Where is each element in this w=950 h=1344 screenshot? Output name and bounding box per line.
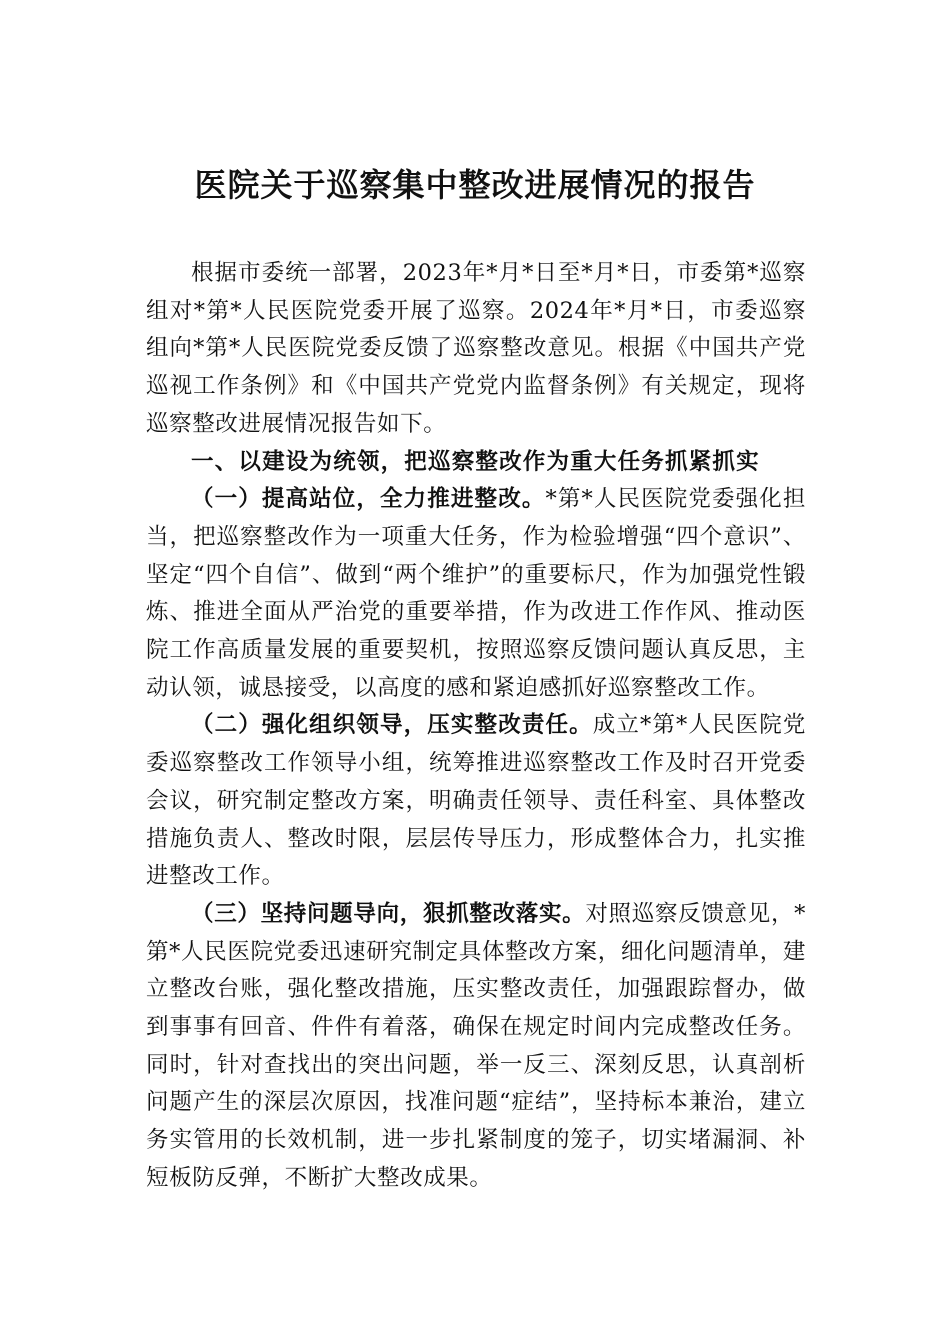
paragraph-1-3 bbox=[146, 896, 806, 1198]
document-title: 医院关于巡察集中整改进展情况的报告 bbox=[194, 166, 756, 204]
section-heading-1: 一、以建设为统领，把巡察整改作为重大任务抓紧抓实 bbox=[191, 448, 760, 475]
paragraph-1-2 bbox=[146, 707, 806, 896]
paragraph-1-2-heading: （二）强化组织领导，压实整改责任。 bbox=[191, 712, 593, 739]
document-body bbox=[146, 255, 806, 1198]
intro-paragraph: 根据市委统一部署，2023年*月*日至*月*日，市委第*巡察组对*第*人民医院党委开展了巡察。2024年*月*日，市委巡察组向*第*人民医院党委反馈了巡察整改意见。根据《中国共产党巡视工作条例》和《中国共产党党内监督条例》有关规定，现将巡察整改进展情况报告如下。 bbox=[146, 260, 806, 437]
paragraph-1-2-body: 成立*第*人民医院党委巡察整改工作领导小组，统筹推进巡察整改工作及时召开党委会议，研究制定整改方案，明确责任领导、责任科室、具体整改措施负责人、整改时限，层层传导压力，形成整体合力，扎实推进整改工作。 bbox=[146, 712, 806, 890]
paragraph-1-1 bbox=[146, 481, 806, 707]
paragraph-1-1-body: *第*人民医院党委强化担当，把巡察整改作为一项重大任务，作为检验增强“四个意识”、坚定“四个自信”、做到“两个维护”的重要标尺，作为加强党性锻炼、推进全面从严治党的重要举措，作为改进工作作风、推动医院工作高质量发展的重要契机，按照巡察反馈问题认真反思，主动认领，诚恳接受，以高度的感和紧迫感抓好巡察整改工作。 bbox=[146, 486, 806, 701]
paragraph-1-1-heading: （一）提高站位，全力推进整改。 bbox=[191, 486, 546, 513]
paragraph-1-3-body: 对照巡察反馈意见，*第*人民医院党委迅速研究制定具体整改方案，细化问题清单，建立整改台账，强化整改措施，压实整改责任，加强跟踪督办，做到事事有回音、件件有着落，确保在规定时间内完成整改任务。同时，针对查找出的突出问题，举一反三、深刻反思，认真剖析问题产生的深层次原因，找准问题“症结”，坚持标本兼治，建立务实管用的长效机制，进一步扎紧制度的笼子，切实堵漏洞、补短板防反弹，不断扩大整改成果。 bbox=[146, 900, 806, 1191]
paragraph-1-3-heading: （三）坚持问题导向，狠抓整改落实。 bbox=[191, 900, 586, 927]
